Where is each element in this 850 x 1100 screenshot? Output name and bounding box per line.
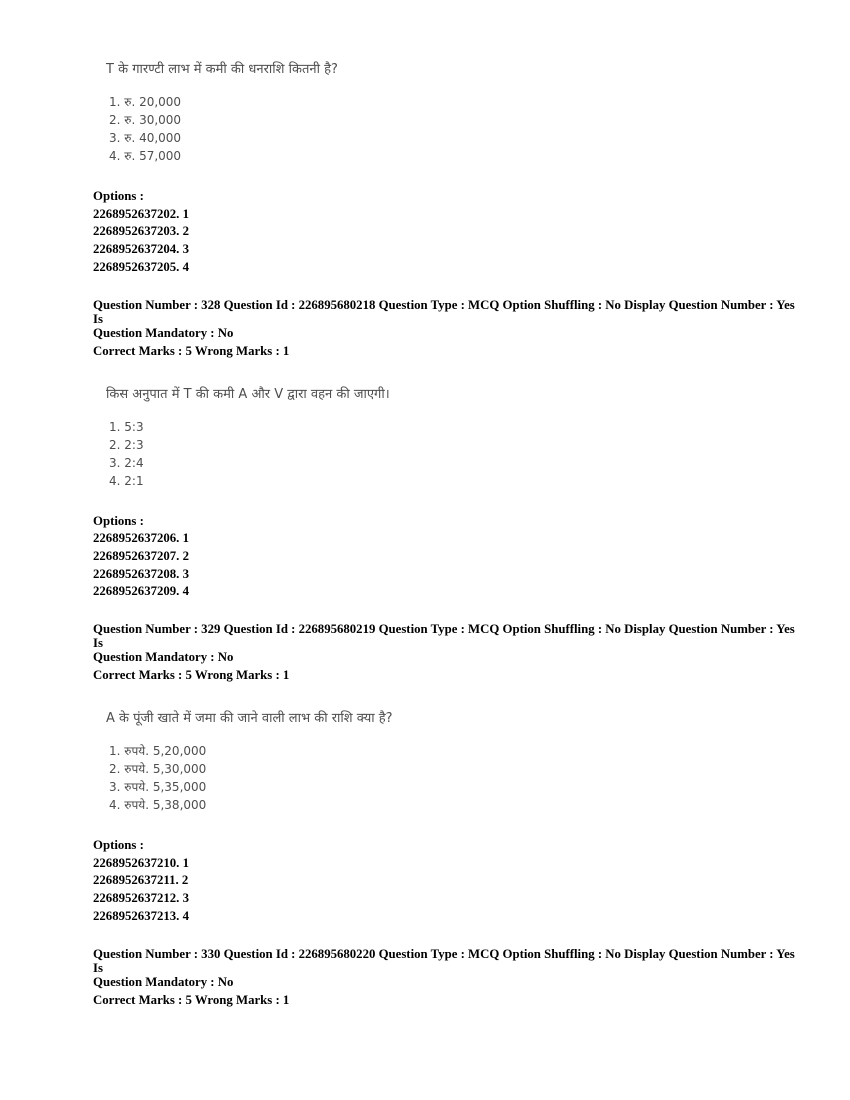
marks-line: Correct Marks : 5 Wrong Marks : 1 xyxy=(93,343,290,358)
choice-item: 1. रुपये. 5,20,000 xyxy=(109,744,207,759)
question-text: किस अनुपात में T की कमी A और V द्वारा वहन की जाएगी। xyxy=(106,386,390,402)
question-block-329 xyxy=(93,387,795,684)
option-id: 2268952637208. 3 xyxy=(93,566,189,581)
option-id: 2268952637203. 2 xyxy=(93,224,189,239)
choice-item: 4. रुपये. 5,38,000 xyxy=(109,798,207,813)
question-block-330 xyxy=(93,711,795,1008)
question-text: T के गारण्टी लाभ में कमी की धनराशि कितनी है? xyxy=(106,62,338,77)
option-id: 2268952637213. 4 xyxy=(93,908,189,923)
options-label: Options : xyxy=(93,838,144,853)
question-meta-line: Question Mandatory : No xyxy=(93,325,234,340)
option-id: 2268952637211. 2 xyxy=(93,873,189,888)
choice-list xyxy=(109,93,795,165)
choice-item: 1. 5:3 xyxy=(109,419,144,434)
option-id: 2268952637205. 4 xyxy=(93,259,189,274)
choice-item: 3. रुपये. 5,35,000 xyxy=(109,780,207,795)
marks-line: Correct Marks : 5 Wrong Marks : 1 xyxy=(93,992,290,1007)
question-meta xyxy=(93,947,795,989)
option-id: 2268952637204. 3 xyxy=(93,242,189,257)
choice-item: 4. रु. 57,000 xyxy=(109,149,182,163)
choice-item: 2. 2:3 xyxy=(109,437,144,452)
option-id-list xyxy=(93,855,795,926)
marks-line: Correct Marks : 5 Wrong Marks : 1 xyxy=(93,668,290,683)
choice-item: 3. 2:4 xyxy=(109,455,144,470)
choice-item: 4. 2:1 xyxy=(109,473,144,488)
question-block-328 xyxy=(93,62,795,359)
question-meta-line: Question Mandatory : No xyxy=(93,650,234,665)
options-label: Options : xyxy=(93,513,144,528)
option-id: 2268952637206. 1 xyxy=(93,531,189,546)
choice-item: 1. रु. 20,000 xyxy=(109,95,182,109)
option-id-list xyxy=(93,206,795,277)
choice-item: 2. रुपये. 5,30,000 xyxy=(109,762,207,777)
option-id: 2268952637209. 4 xyxy=(93,584,189,599)
question-meta xyxy=(93,622,795,664)
options-label: Options : xyxy=(93,189,144,203)
option-id: 2268952637212. 3 xyxy=(93,891,189,906)
choice-item: 2. रु. 30,000 xyxy=(109,113,182,127)
question-meta xyxy=(93,298,795,340)
question-text: A के पूंजी खाते में जमा की जाने वाली लाभ की राशि क्या है? xyxy=(106,711,393,727)
question-meta-line: Question Number : 330 Question Id : 226895680220 Question Type : MCQ Option Shuffling : No Display Question Number : Yes Is xyxy=(93,946,795,975)
question-meta-line: Question Mandatory : No xyxy=(93,974,234,989)
option-id: 2268952637207. 2 xyxy=(93,548,189,563)
question-meta-line: Question Number : 328 Question Id : 226895680218 Question Type : MCQ Option Shuffling : No Display Question Number : Yes Is xyxy=(93,297,795,326)
option-id-list xyxy=(93,530,795,601)
choice-list xyxy=(109,742,795,814)
option-id: 2268952637210. 1 xyxy=(93,855,189,870)
choice-item: 3. रु. 40,000 xyxy=(109,131,182,145)
question-meta-line: Question Number : 329 Question Id : 226895680219 Question Type : MCQ Option Shuffling : No Display Question Number : Yes Is xyxy=(93,622,795,651)
option-id: 2268952637202. 1 xyxy=(93,206,189,221)
choice-list xyxy=(109,418,795,490)
